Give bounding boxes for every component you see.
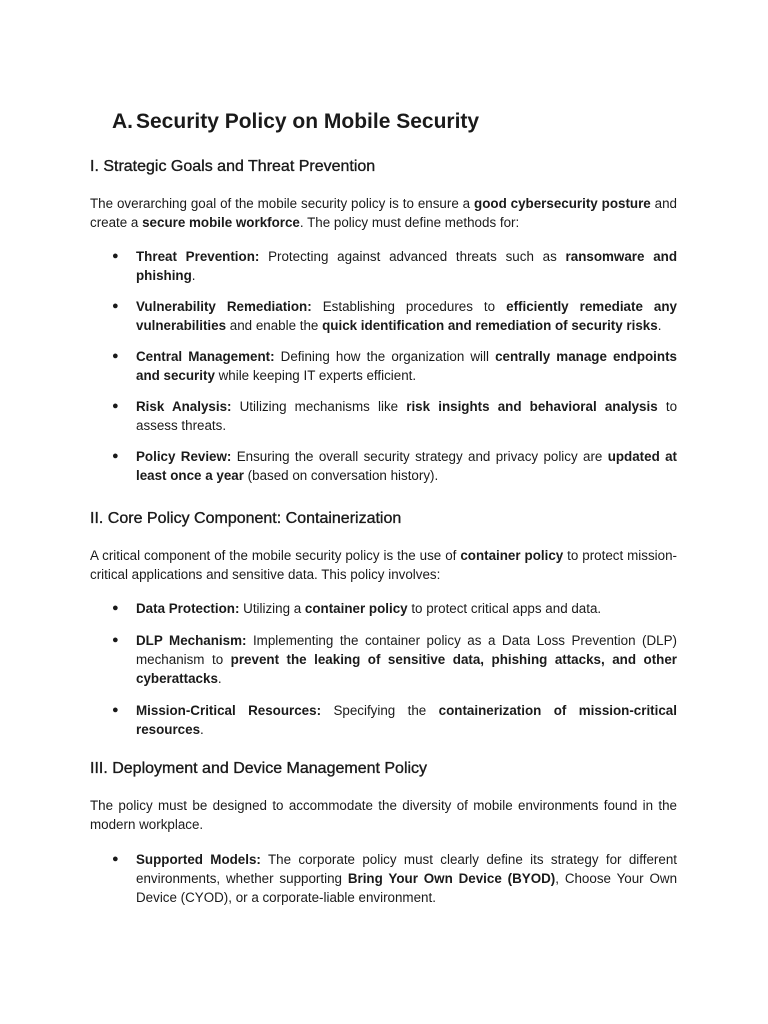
section-2-heading: II. Core Policy Component: Containerization: [90, 510, 402, 527]
bullet-icon: ●: [112, 350, 119, 362]
section-3-intro: The policy must be designed to accommodate the diversity of mobile environments found in the modern workplace.: [90, 798, 677, 832]
list-item: ● Risk Analysis: Utilizing mechanisms like risk insights and behavioral analysis to assess threats.: [112, 399, 678, 433]
bullet-icon: ●: [112, 400, 119, 412]
section-1-heading: I. Strategic Goals and Threat Prevention: [90, 158, 376, 175]
bullet-icon: ●: [112, 634, 119, 646]
title-number: A.: [112, 110, 133, 133]
bullet-icon: ●: [112, 704, 119, 716]
list-item: ● Supported Models: The corporate policy must clearly define its strategy for different environments, whether supporting Bring Your Own Device (BYOD), Choose Your Own Device (CYOD), or a corporate-liable environment.: [112, 852, 678, 905]
bullet-icon: ●: [112, 450, 119, 462]
list-item: ● DLP Mechanism: Implementing the container policy as a Data Loss Prevention (DLP) mechanism to prevent the leaking of sensitive data, phishing attacks, and other cyberattacks.: [112, 633, 677, 686]
section-1-list: [90, 247, 677, 485]
section-3-list: [90, 850, 677, 907]
section-3-heading: III. Deployment and Device Management Policy: [90, 760, 428, 777]
list-item: ● Central Management: Defining how the organization will centrally manage endpoints and security while keeping IT experts efficient.: [112, 349, 677, 383]
document-title: [112, 110, 479, 134]
list-item: ● Threat Prevention: Protecting against advanced threats such as ransomware and phishing.: [112, 249, 678, 283]
bullet-icon: ●: [112, 602, 119, 614]
list-item: ● Vulnerability Remediation: Establishing procedures to efficiently remediate any vulnerabilities and enable the quick identification and remediation of security risks.: [112, 299, 677, 333]
bullet-icon: ●: [112, 300, 119, 312]
section-2-list: [90, 599, 677, 739]
section-1-intro: The overarching goal of the mobile security policy is to ensure a good cybersecurity posture and create a secure mobile workforce. The policy must define methods for:: [90, 196, 677, 230]
list-item: ● Mission-Critical Resources: Specifying the containerization of mission-critical resources.: [112, 703, 677, 737]
section-2-intro: A critical component of the mobile security policy is the use of container policy to protect mission-critical applications and sensitive data. This policy involves:: [90, 548, 677, 582]
bullet-icon: ●: [112, 250, 119, 262]
bullet-icon: ●: [112, 853, 119, 865]
list-item: ● Data Protection: Utilizing a container policy to protect critical apps and data.: [112, 601, 602, 616]
title-text: Security Policy on Mobile Security: [136, 110, 480, 133]
list-item: ● Policy Review: Ensuring the overall security strategy and privacy policy are updated at least once a year (based on conversation history).: [112, 449, 677, 483]
